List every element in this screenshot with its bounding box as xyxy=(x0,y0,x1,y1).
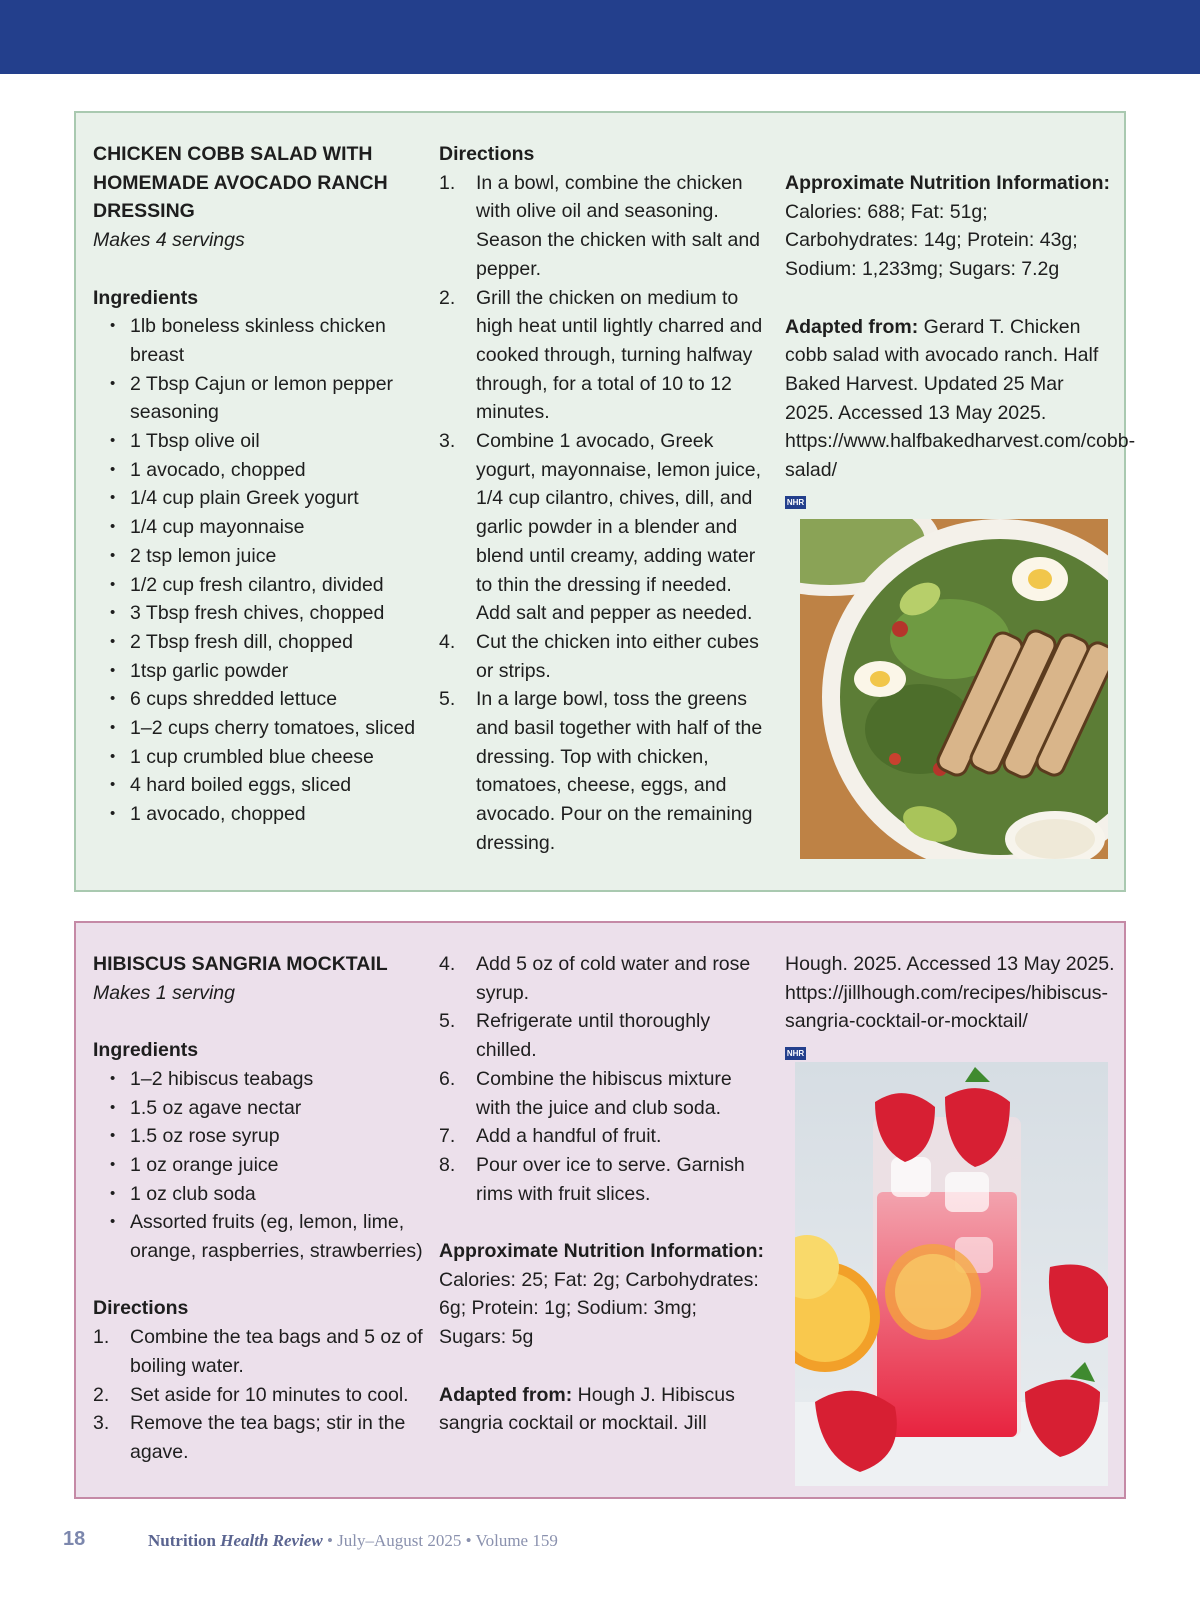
step-text: Grill the chicken on medium to high heat until lightly charred and cooked through, turning halfway through, for a total of 10 to 12 minutes. xyxy=(476,286,763,424)
direction-step xyxy=(439,284,769,428)
page-footer xyxy=(0,1528,1200,1558)
step-text: Add a handful of fruit. xyxy=(476,1125,662,1148)
ingredient-item: • 1–2 hibiscus teabags xyxy=(93,1065,423,1094)
hibiscus-directions-list-b xyxy=(439,950,769,1208)
step-text: Combine the hibiscus mixture with the juice and club soda. xyxy=(476,1067,732,1119)
cobb-column-2 xyxy=(439,140,769,858)
hibiscus-nutrition-text: Calories: 25; Fat: 2g; Carbohydrates: 6g; Protein: 1g; Sodium: 3mg; Sugars: 5g xyxy=(439,1268,759,1349)
step-text: Combine the tea bags and 5 oz of boiling water. xyxy=(130,1326,423,1377)
direction-step xyxy=(93,1381,423,1410)
ingredient-item: • 1/2 cup fresh cilantro, divided xyxy=(93,571,423,600)
ingredient-item: • 2 tsp lemon juice xyxy=(93,542,423,571)
step-number: 4. xyxy=(439,953,456,975)
page-number: 18 xyxy=(63,1528,86,1550)
cobb-directions-heading: Directions xyxy=(439,143,535,165)
step-number: 5. xyxy=(439,688,456,711)
hibiscus-column-2 xyxy=(439,950,769,1438)
ingredient-item: • 1.5 oz agave nectar xyxy=(93,1094,423,1123)
adapted-from-citation: Gerard T. Chicken cobb salad with avocado ranch. Half Baked Harvest. Updated 25 Mar 2025. Accessed 13 May 2025. https://www.halfbakedharvest.com/cobb-salad/ xyxy=(785,315,1136,482)
adapted-from-label: Adapted from: xyxy=(439,1383,573,1406)
ingredient-item: • 1/4 cup plain Greek yogurt xyxy=(93,484,423,513)
hibiscus-nutrition-heading: Approximate Nutrition Information: xyxy=(439,1240,764,1263)
step-text: Refrigerate until thoroughly chilled. xyxy=(476,1010,711,1062)
direction-step xyxy=(439,685,769,857)
direction-step xyxy=(439,169,769,284)
step-number: 8. xyxy=(439,1153,456,1176)
ingredient-item: • 1 avocado, chopped xyxy=(93,456,423,485)
ingredient-item: • 2 Tbsp Cajun or lemon pepper seasoning xyxy=(93,370,423,427)
ingredient-item: • 6 cups shredded lettuce xyxy=(93,685,423,714)
cobb-title: CHICKEN COBB SALAD WITH HOMEMADE AVOCADO RANCH DRESSING xyxy=(93,143,388,223)
direction-step xyxy=(439,427,769,628)
step-number: 3. xyxy=(93,1412,110,1435)
hibiscus-ingredients-list xyxy=(93,1065,423,1266)
ingredient-item: • 1 cup crumbled blue cheese xyxy=(93,743,423,772)
step-number: 7. xyxy=(439,1125,456,1148)
ingredient-item: • 4 hard boiled eggs, sliced xyxy=(93,771,423,800)
step-number: 5. xyxy=(439,1010,456,1033)
ingredient-item: • 1 Tbsp olive oil xyxy=(93,427,423,456)
step-number: 4. xyxy=(439,630,456,653)
cobb-servings: Makes 4 servings xyxy=(93,229,245,252)
step-number: 1. xyxy=(439,171,456,194)
publication-line xyxy=(148,1531,558,1551)
ingredient-item: • 1tsp garlic powder xyxy=(93,657,423,686)
ingredient-item: • 1–2 cups cherry tomatoes, sliced xyxy=(93,714,423,743)
cobb-salad-recipe-card xyxy=(74,111,1136,892)
direction-step xyxy=(93,1323,423,1380)
cobb-column-3 xyxy=(785,169,1136,513)
ingredient-item: • 3 Tbsp fresh chives, chopped xyxy=(93,599,423,628)
step-text: Cut the chicken into either cubes or strips. xyxy=(476,630,759,682)
ingredient-item: • 1 avocado, chopped xyxy=(93,800,423,829)
direction-step xyxy=(439,1007,769,1064)
adapted-from-citation: Hough J. Hibiscus sangria cocktail or mocktail. Jill xyxy=(439,1383,735,1435)
direction-step xyxy=(439,950,769,1007)
ingredient-item: • 1lb boneless skinless chicken breast xyxy=(93,312,423,369)
step-number: 1. xyxy=(93,1326,110,1349)
ingredient-item: • 1 oz orange juice xyxy=(93,1151,423,1180)
direction-step xyxy=(93,1409,423,1466)
hibiscus-directions-list-a xyxy=(93,1323,423,1467)
cobb-nutrition-heading: Approximate Nutrition Information: xyxy=(785,172,1110,194)
step-text: Remove the tea bags; stir in the agave. xyxy=(130,1412,406,1463)
step-text: In a bowl, combine the chicken with olive oil and seasoning. Season the chicken with salt and pepper. xyxy=(476,171,761,280)
hibiscus-column-1 xyxy=(93,950,423,1467)
hibiscus-column-3 xyxy=(785,950,1115,1065)
cobb-ingredients-list xyxy=(93,312,423,829)
hibiscus-directions-heading: Directions xyxy=(93,1297,189,1320)
direction-step xyxy=(439,628,769,685)
ingredient-item: • 1 oz club soda xyxy=(93,1180,423,1209)
direction-step xyxy=(439,1122,769,1151)
ingredient-item: • 1/4 cup mayonnaise xyxy=(93,513,423,542)
hibiscus-servings: Makes 1 serving xyxy=(93,981,235,1004)
step-text: Combine 1 avocado, Greek yogurt, mayonnaise, lemon juice, 1/4 cup cilantro, chives, dill, and garlic powder in a blender and blend until creamy, adding water to thin the dressing if needed. Add salt and pepper as needed. xyxy=(476,430,762,625)
ingredient-item: • 2 Tbsp fresh dill, chopped xyxy=(93,628,423,657)
step-number: 2. xyxy=(439,286,456,309)
issue-info: • July–August 2025 • Volume 159 xyxy=(322,1531,558,1550)
publication-name-part1: Nutrition xyxy=(148,1531,221,1550)
hibiscus-title: HIBISCUS SANGRIA MOCKTAIL xyxy=(93,953,388,975)
publication-name-part2: Health Review xyxy=(220,1531,323,1550)
step-number: 3. xyxy=(439,430,456,453)
direction-step xyxy=(439,1065,769,1122)
step-number: 6. xyxy=(439,1067,456,1090)
step-text: Pour over ice to serve. Garnish rims with fruit slices. xyxy=(476,1153,745,1205)
nhr-badge-icon: NHR xyxy=(786,497,805,507)
cobb-salad-photo xyxy=(800,519,1108,859)
cobb-adapted-from xyxy=(785,313,1136,485)
cobb-ingredients-heading: Ingredients xyxy=(93,286,199,309)
step-number: 2. xyxy=(93,1383,110,1406)
cobb-directions-list xyxy=(439,169,769,858)
hibiscus-ingredients-heading: Ingredients xyxy=(93,1039,199,1062)
hibiscus-recipe-card xyxy=(74,921,1126,1499)
hibiscus-adapted-from xyxy=(439,1381,769,1438)
step-text: Add 5 oz of cold water and rose syrup. xyxy=(476,953,751,1004)
hibiscus-mocktail-photo xyxy=(795,1062,1108,1486)
adapted-from-label: Adapted from: xyxy=(785,315,919,338)
step-text: In a large bowl, toss the greens and basil together with half of the dressing. Top with chicken, tomatoes, cheese, eggs, and avocado. Pour on the remaining dressing. xyxy=(476,688,763,854)
header-band xyxy=(0,0,1200,74)
hibiscus-citation-continued: Hough. 2025. Accessed 13 May 2025. https://jillhough.com/recipes/hibiscus-sangria-cocktail-or-mocktail/ xyxy=(785,953,1115,1033)
direction-step xyxy=(439,1151,769,1208)
ingredient-item: • 1.5 oz rose syrup xyxy=(93,1122,423,1151)
nhr-badge-icon: NHR xyxy=(786,1049,805,1059)
step-text: Set aside for 10 minutes to cool. xyxy=(130,1383,409,1406)
ingredient-item: • Assorted fruits (eg, lemon, lime, orange, raspberries, strawberries) xyxy=(93,1208,423,1265)
cobb-column-1 xyxy=(93,140,423,829)
cobb-nutrition-text: Calories: 688; Fat: 51g; Carbohydrates: 14g; Protein: 43g; Sodium: 1,233mg; Sugars: 7.2g xyxy=(785,200,1078,281)
